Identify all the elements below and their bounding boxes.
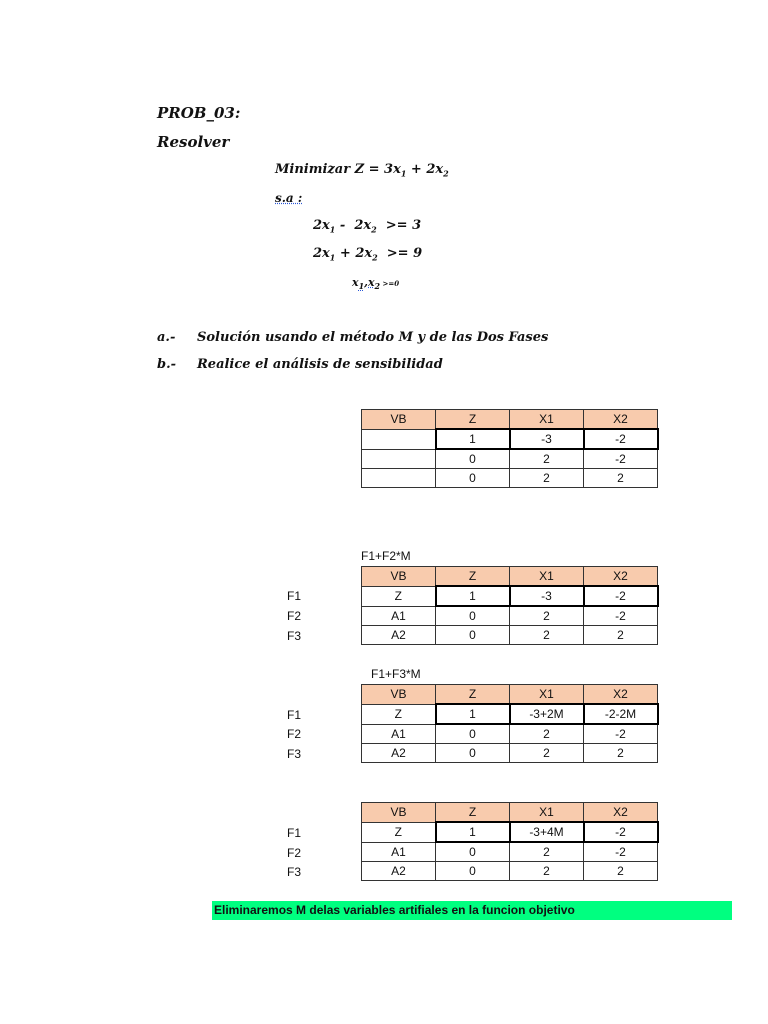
objective-function: Minimizar $Z = 3x_1 + 2x_2$	[275, 162, 449, 179]
header-x2: X2	[584, 685, 658, 705]
tableau-2-header	[362, 567, 658, 587]
row-label: F3	[287, 629, 302, 643]
cell: 2	[510, 862, 584, 881]
cell: 2	[510, 469, 584, 488]
task-a-text: Solución usando el método M y de las Dos Fases	[197, 330, 549, 345]
cell: -2	[584, 586, 658, 606]
header-x2: X2	[584, 410, 658, 430]
header-z: Z	[436, 803, 510, 823]
cell: 1	[436, 822, 510, 842]
cell: -2	[584, 429, 658, 449]
tableau-4-header	[362, 803, 658, 823]
header-vb: VB	[362, 567, 436, 587]
header-x1: X1	[510, 410, 584, 430]
header-x1: X1	[510, 803, 584, 823]
table-row	[362, 724, 658, 744]
cell: 0	[436, 862, 510, 881]
header-z: Z	[436, 410, 510, 430]
cell: -2	[584, 606, 658, 626]
tableau-1	[361, 409, 659, 488]
highlighted-note: Eliminaremos M delas variables artifiales en la funcion objetivo	[212, 901, 732, 920]
cell: -3+2M	[510, 704, 584, 724]
cell: 2	[510, 626, 584, 645]
cell	[362, 449, 436, 469]
cell: 1	[436, 586, 510, 606]
header-z: Z	[436, 685, 510, 705]
cell: -2	[584, 822, 658, 842]
cell: 2	[584, 626, 658, 645]
tableau-3-header	[362, 685, 658, 705]
header-vb: VB	[362, 803, 436, 823]
table-row	[362, 606, 658, 626]
cell: -2	[584, 724, 658, 744]
task-a-label: a.-	[157, 330, 176, 345]
cell: 2	[510, 842, 584, 862]
cell: 0	[436, 449, 510, 469]
table-row	[362, 586, 658, 606]
row-label: F1	[287, 826, 302, 840]
cell: -2	[584, 449, 658, 469]
header-x1: X1	[510, 685, 584, 705]
cell	[362, 469, 436, 488]
tableau-2	[361, 566, 659, 645]
row-label: F2	[287, 727, 302, 741]
tableau-1-header	[362, 410, 658, 430]
cell: -2-2M	[584, 704, 658, 724]
tableau-3-caption: F1+F3*M	[371, 667, 421, 681]
cell: 2	[510, 449, 584, 469]
row-label: F3	[287, 747, 302, 761]
table-row	[362, 822, 658, 842]
cell: A1	[362, 724, 436, 744]
row-label: F2	[287, 609, 302, 623]
cell: 2	[584, 469, 658, 488]
cell: 2	[510, 724, 584, 744]
header-x1: X1	[510, 567, 584, 587]
row-label: F1	[287, 708, 302, 722]
row-label: F2	[287, 846, 302, 860]
cell	[362, 429, 436, 449]
constraint-2: $2x_1 + 2x_2 >= 9$	[313, 246, 423, 263]
cell: 0	[436, 744, 510, 763]
cell: -2	[584, 842, 658, 862]
task-b-text: Realice el análisis de sensibilidad	[197, 357, 443, 372]
cell: 2	[584, 862, 658, 881]
problem-instruction: Resolver	[157, 133, 230, 151]
table-row	[362, 626, 658, 645]
cell: A2	[362, 862, 436, 881]
cell: -3+4M	[510, 822, 584, 842]
cell: -3	[510, 586, 584, 606]
cell: 2	[510, 606, 584, 626]
table-row	[362, 842, 658, 862]
tableau-2-caption: F1+F2*M	[361, 549, 411, 563]
cell: 0	[436, 626, 510, 645]
cell: A2	[362, 744, 436, 763]
cell: Z	[362, 822, 436, 842]
cell: 0	[436, 842, 510, 862]
cell: 2	[510, 744, 584, 763]
header-vb: VB	[362, 410, 436, 430]
non-negativity: $x_1,x_2 >=0$	[352, 276, 400, 292]
tableau-3	[361, 684, 659, 763]
table-row	[362, 429, 658, 449]
header-vb: VB	[362, 685, 436, 705]
table-row	[362, 449, 658, 469]
cell: -3	[510, 429, 584, 449]
cell: 2	[584, 744, 658, 763]
table-row	[362, 704, 658, 724]
table-row	[362, 862, 658, 881]
cell: A2	[362, 626, 436, 645]
table-row	[362, 469, 658, 488]
row-label: F1	[287, 589, 302, 603]
cell: 0	[436, 724, 510, 744]
cell: 1	[436, 704, 510, 724]
header-z: Z	[436, 567, 510, 587]
row-label: F3	[287, 865, 302, 879]
cell: A1	[362, 842, 436, 862]
cell: A1	[362, 606, 436, 626]
constraint-1: $2x_1 - 2x_2 >= 3$	[313, 218, 422, 235]
cell: Z	[362, 704, 436, 724]
problem-title: PROB_03:	[157, 104, 241, 122]
header-x2: X2	[584, 803, 658, 823]
cell: Z	[362, 586, 436, 606]
cell: 0	[436, 606, 510, 626]
cell: 0	[436, 469, 510, 488]
tableau-4	[361, 802, 659, 881]
task-b-label: b.-	[157, 357, 177, 372]
cell: 1	[436, 429, 510, 449]
subject-to-label: s.a :	[275, 191, 303, 205]
header-x2: X2	[584, 567, 658, 587]
table-row	[362, 744, 658, 763]
